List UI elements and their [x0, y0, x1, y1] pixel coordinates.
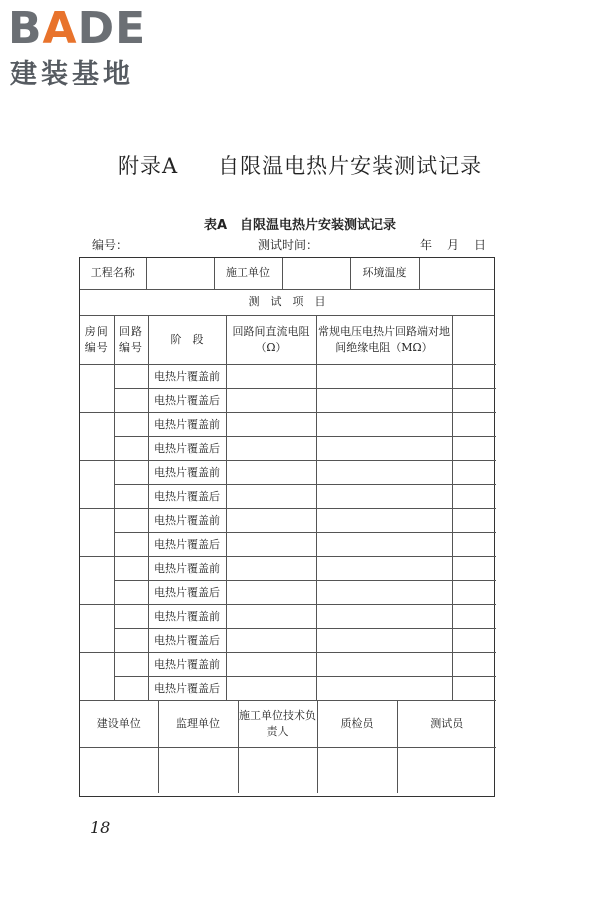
logo-brand: BADE	[8, 3, 147, 54]
stage-after-cell: 电热片覆盖后	[148, 533, 226, 557]
room-cell	[80, 365, 114, 413]
circuit-cell	[114, 581, 148, 605]
circuit-cell	[114, 461, 148, 485]
room-cell	[80, 461, 114, 509]
extra-cell	[452, 437, 496, 461]
page-number: 18	[90, 818, 111, 837]
circuit-cell	[114, 557, 148, 581]
extra-cell	[452, 677, 496, 701]
insulation-cell	[316, 533, 452, 557]
dc-resistance-cell	[226, 485, 316, 509]
signature-cell	[397, 747, 496, 793]
construction-unit-value	[282, 258, 350, 289]
dc-resistance-cell	[226, 653, 316, 677]
dc-resistance-cell	[226, 629, 316, 653]
insulation-cell	[316, 509, 452, 533]
stage-after-cell: 电热片覆盖后	[148, 485, 226, 509]
extra-cell	[452, 653, 496, 677]
dc-resistance-cell	[226, 677, 316, 701]
test-items-label: 测 试 项 目	[80, 289, 494, 315]
circuit-cell	[114, 605, 148, 629]
date-year: 年	[420, 238, 433, 252]
signature-cell	[317, 747, 397, 793]
extra-cell	[452, 557, 496, 581]
extra-cell	[452, 629, 496, 653]
dc-resistance-cell	[226, 533, 316, 557]
stage-after-cell: 电热片覆盖后	[148, 677, 226, 701]
room-cell	[80, 605, 114, 653]
room-cell	[80, 509, 114, 557]
dc-resistance-cell	[226, 437, 316, 461]
dc-resistance-cell	[226, 413, 316, 437]
date-day: 日	[474, 238, 487, 252]
project-name-value	[146, 258, 214, 289]
appendix-main-title: 自限温电热片安装测试记录	[218, 154, 483, 178]
ambient-temp-value	[419, 258, 494, 289]
col-dc-resistance: 回路间直流电阻（Ω）	[226, 316, 316, 365]
circuit-cell	[114, 629, 148, 653]
insulation-cell	[316, 629, 452, 653]
extra-cell	[452, 485, 496, 509]
extra-cell	[452, 413, 496, 437]
dc-resistance-cell	[226, 509, 316, 533]
circuit-cell	[114, 533, 148, 557]
dc-resistance-cell	[226, 461, 316, 485]
stage-after-cell: 电热片覆盖后	[148, 437, 226, 461]
circuit-cell	[114, 437, 148, 461]
extra-cell	[452, 365, 496, 389]
stage-after-cell: 电热片覆盖后	[148, 389, 226, 413]
test-table	[80, 316, 496, 702]
sign-contractor-tech-lead: 施工单位技术负责人	[238, 701, 317, 747]
circuit-cell	[114, 389, 148, 413]
dc-resistance-cell	[226, 365, 316, 389]
ambient-temp-label: 环境温度	[350, 258, 419, 289]
insulation-cell	[316, 461, 452, 485]
signature-cell	[80, 747, 158, 793]
circuit-cell	[114, 509, 148, 533]
stage-before-cell: 电热片覆盖前	[148, 509, 226, 533]
insulation-cell	[316, 365, 452, 389]
stage-before-cell: 电热片覆盖前	[148, 653, 226, 677]
insulation-cell	[316, 413, 452, 437]
circuit-cell	[114, 365, 148, 389]
col-circuit-number: 回路编号	[114, 316, 148, 365]
test-record-form	[79, 257, 495, 797]
header-table	[80, 258, 494, 316]
logo-subtitle: 建装基地	[10, 59, 134, 90]
stage-after-cell: 电热片覆盖后	[148, 629, 226, 653]
insulation-cell	[316, 557, 452, 581]
room-cell	[80, 653, 114, 701]
appendix-title	[118, 150, 482, 180]
stage-after-cell: 电热片覆盖后	[148, 581, 226, 605]
extra-cell	[452, 389, 496, 413]
extra-cell	[452, 533, 496, 557]
stage-before-cell: 电热片覆盖前	[148, 461, 226, 485]
insulation-cell	[316, 389, 452, 413]
construction-unit-label: 施工单位	[214, 258, 282, 289]
number-label: 编号：	[92, 238, 129, 252]
date-month: 月	[447, 238, 460, 252]
stage-before-cell: 电热片覆盖前	[148, 557, 226, 581]
room-cell	[80, 413, 114, 461]
sign-construction-owner: 建设单位	[80, 701, 158, 747]
extra-cell	[452, 605, 496, 629]
bade-logo	[8, 4, 183, 94]
room-cell	[80, 557, 114, 605]
extra-cell	[452, 581, 496, 605]
stage-before-cell: 电热片覆盖前	[148, 365, 226, 389]
sign-tester: 测试员	[397, 701, 496, 747]
signature-cell	[238, 747, 317, 793]
col-extra	[452, 316, 496, 365]
stage-before-cell: 电热片覆盖前	[148, 413, 226, 437]
stage-before-cell: 电热片覆盖前	[148, 605, 226, 629]
circuit-cell	[114, 485, 148, 509]
table-title: 表A 自限温电热片安装测试记录	[203, 218, 397, 233]
dc-resistance-cell	[226, 389, 316, 413]
col-stage: 阶 段	[148, 316, 226, 365]
dc-resistance-cell	[226, 605, 316, 629]
insulation-cell	[316, 677, 452, 701]
sign-supervision-unit: 监理单位	[158, 701, 238, 747]
sign-quality-inspector: 质检员	[317, 701, 397, 747]
signature-cell	[158, 747, 238, 793]
project-name-label: 工程名称	[80, 258, 146, 289]
test-time-label: 测试时间：	[258, 238, 319, 252]
col-room-number: 房间编号	[80, 316, 114, 365]
col-insulation-resistance: 常规电压电热片回路端对地间绝缘电阻（MΩ）	[316, 316, 452, 365]
circuit-cell	[114, 653, 148, 677]
signature-table	[80, 701, 496, 793]
dc-resistance-cell	[226, 557, 316, 581]
insulation-cell	[316, 581, 452, 605]
insulation-cell	[316, 653, 452, 677]
dc-resistance-cell	[226, 581, 316, 605]
circuit-cell	[114, 413, 148, 437]
insulation-cell	[316, 485, 452, 509]
appendix-prefix: 附录A	[118, 154, 179, 178]
insulation-cell	[316, 437, 452, 461]
extra-cell	[452, 461, 496, 485]
circuit-cell	[114, 677, 148, 701]
extra-cell	[452, 509, 496, 533]
insulation-cell	[316, 605, 452, 629]
